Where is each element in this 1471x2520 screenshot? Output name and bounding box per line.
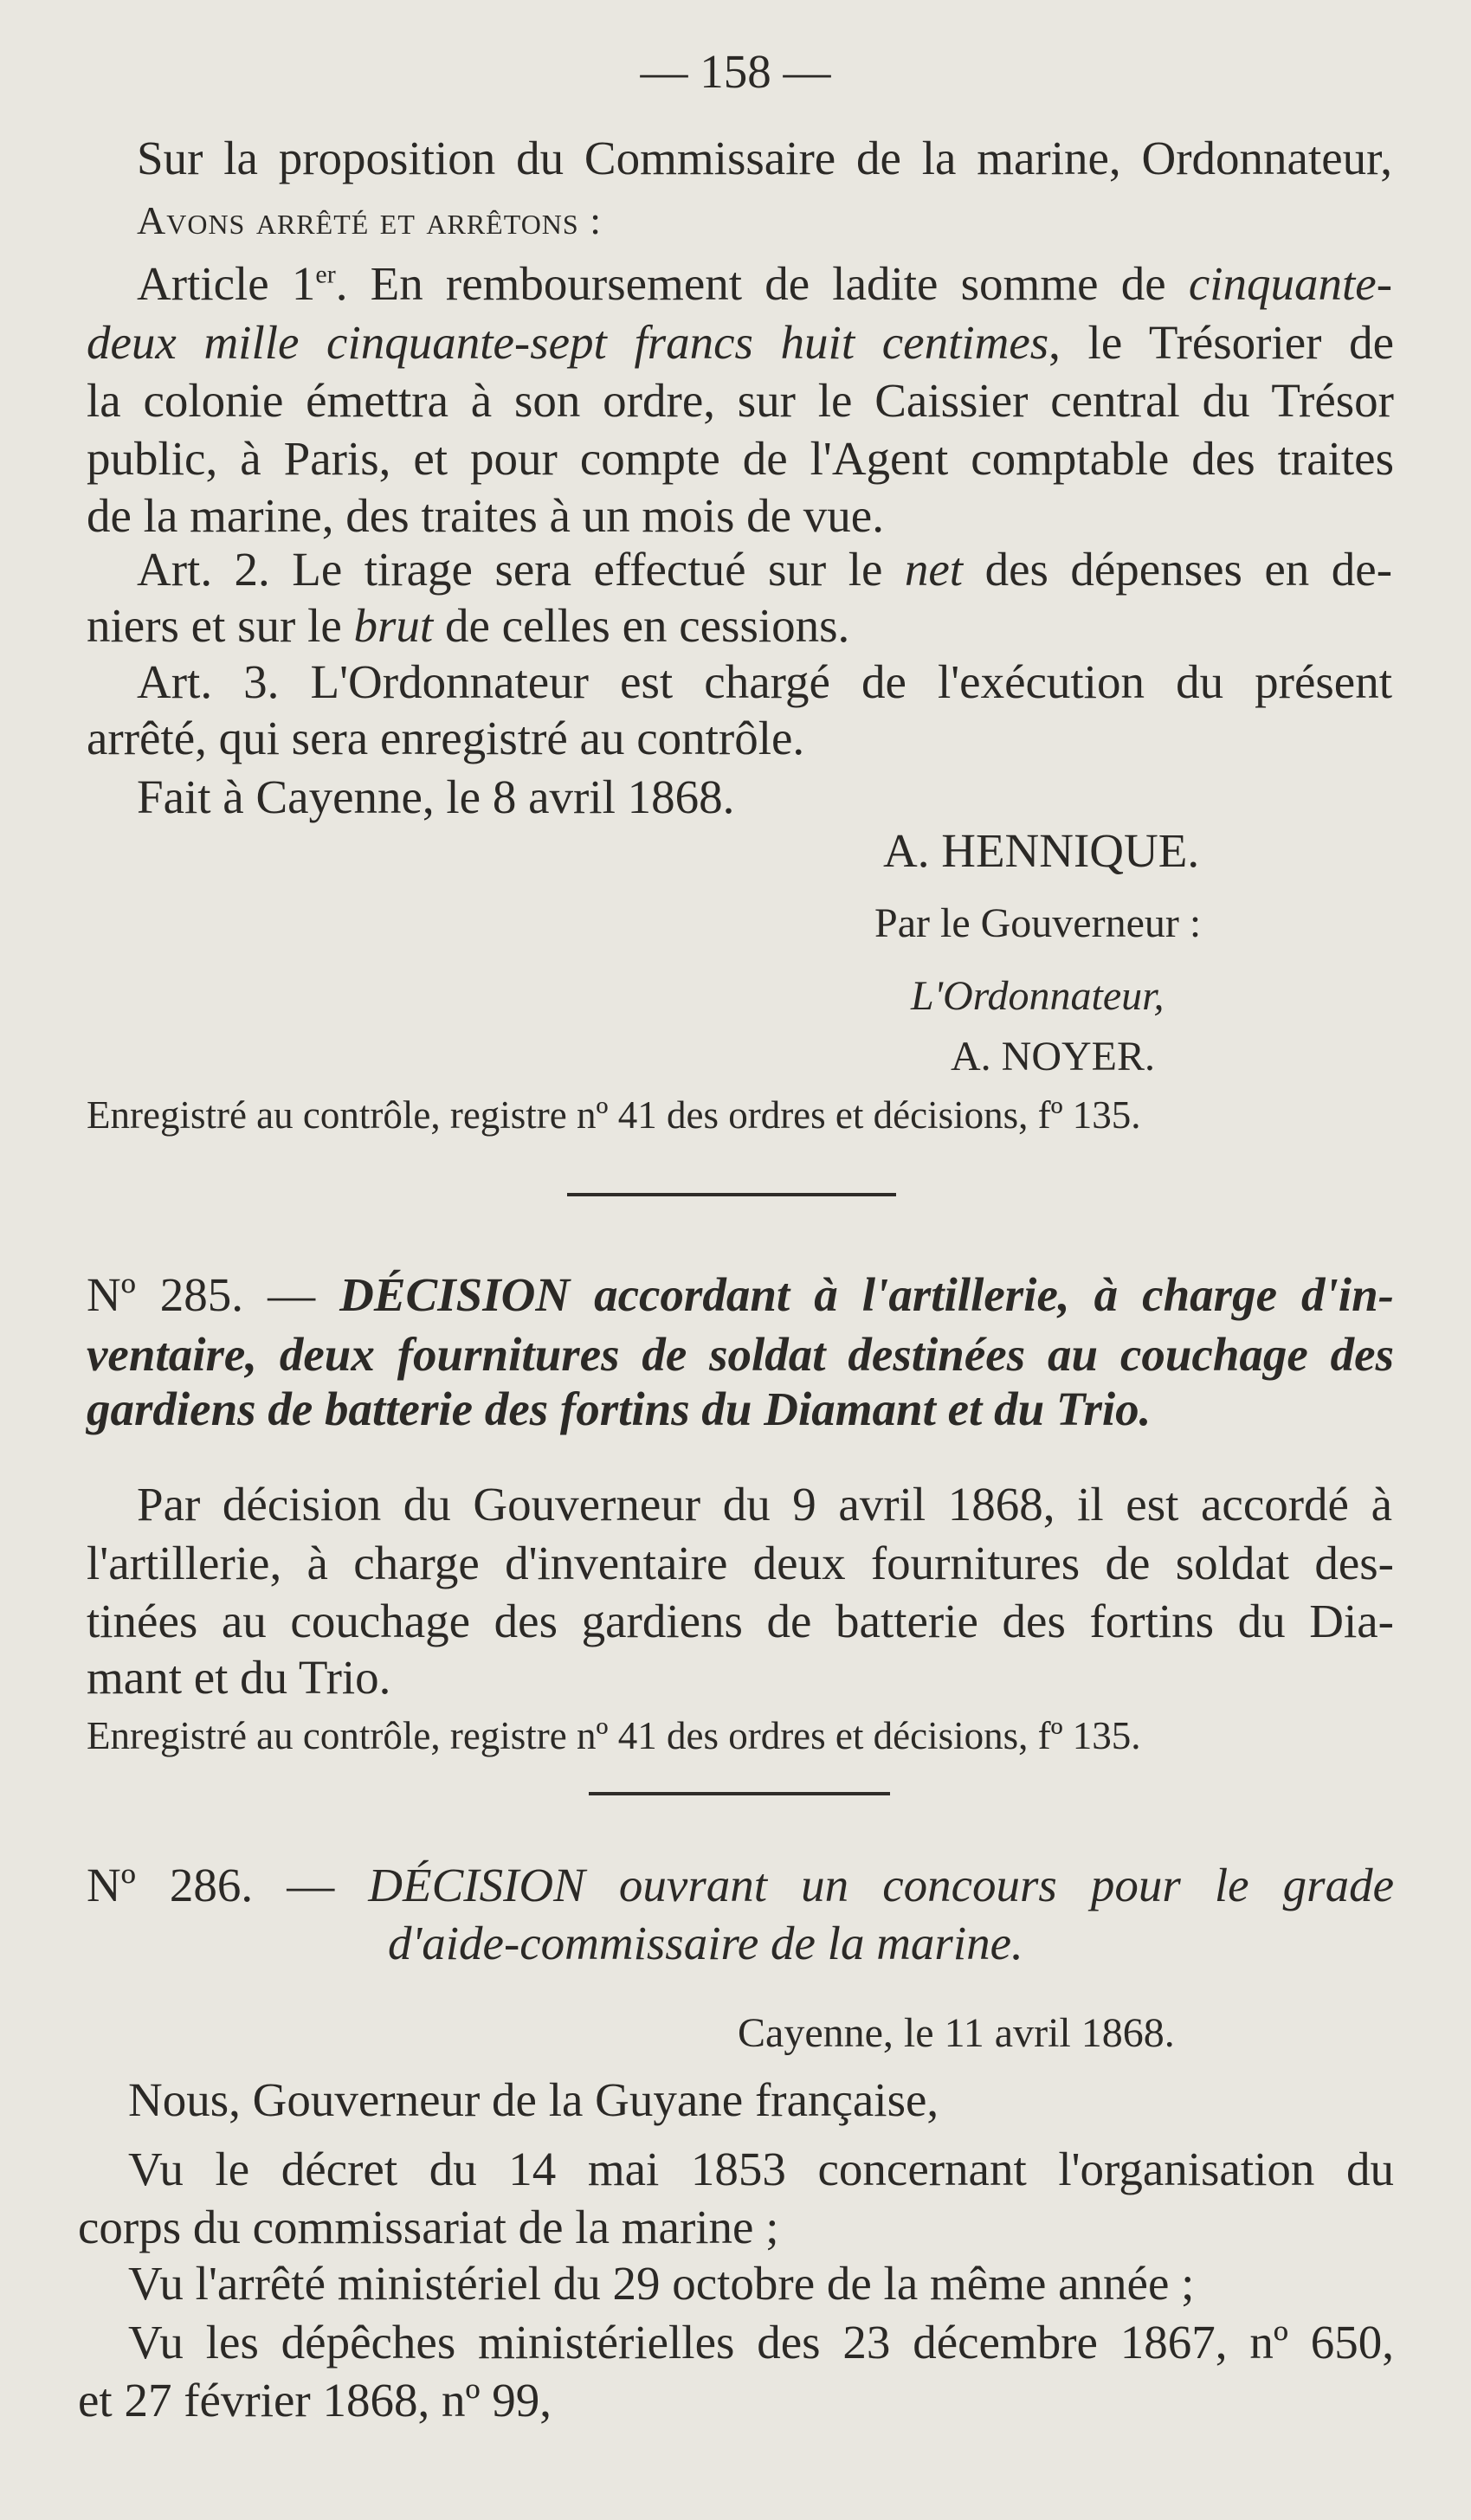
decision-285-title-2: ventaire, deux fournitures de soldat destinées au couchage des [87,1328,1394,1381]
separator-rule [567,1193,896,1196]
ordonnateur-title: L'Ordonnateur, [911,973,1165,1019]
enregistre-line: Enregistré au contrôle, registre nº 41 des ordres et décisions, fº 135. [87,1714,1141,1757]
article-2-line-2: niers et sur le brut de celles en cessions. [87,599,850,652]
text-line: Sur la proposition du Commissaire de la marine, Ordonnateur, [137,132,1392,184]
text-line-avons: Avons arrêté et arrêtons : [137,198,602,242]
article-3-line-2: arrêté, qui sera enregistré au contrôle. [87,712,805,764]
nous-line: Nous, Gouverneur de la Guyane française, [128,2073,939,2126]
enregistre-line: Enregistré au contrôle, registre nº 41 des ordres et décisions, fº 135. [87,1093,1141,1137]
page-number: — 158 — [640,45,831,98]
text-line: mant et du Trio. [87,1651,391,1704]
signature-noyer: A. NOYER. [951,1034,1155,1080]
text-line: corps du commissariat de la marine ; [78,2201,779,2253]
decision-285-title-3: gardiens de batterie des fortins du Diamant et du Trio. [87,1382,1152,1435]
fait-line: Fait à Cayenne, le 8 avril 1868. [137,770,735,823]
text-line: Par décision du Gouverneur du 9 avril 1868, il est accordé à [137,1478,1392,1531]
date-line: Cayenne, le 11 avril 1868. [738,2010,1175,2056]
text-line: Vu les dépêches ministérielles des 23 décembre 1867, nº 650, [128,2316,1394,2369]
text-line: tinées au couchage des gardiens de batterie des fortins du Dia- [87,1595,1394,1647]
text-line: de la marine, des traites à un mois de vue. [87,489,884,542]
article-1-line: Article 1er. En remboursement de ladite somme de cinquante- [137,257,1393,310]
decision-286-title-2: d'aide-commissaire de la marine. [388,1917,1023,1969]
text-line: et 27 février 1868, nº 99, [78,2374,552,2427]
article-2-line: Art. 2. Le tirage sera effectué sur le net des dépenses en de- [137,543,1393,596]
text-line: l'artillerie, à charge d'inventaire deux fournitures de soldat des- [87,1537,1394,1589]
decision-286-title: Nº 286. — DÉCISION ouvrant un concours pour le grade [87,1859,1394,1911]
par-le-gouverneur: Par le Gouverneur : [874,900,1202,946]
article-3-line: Art. 3. L'Ordonnateur est chargé de l'exécution du présent [137,655,1392,708]
article-1-line-2: deux mille cinquante-sept francs huit centimes, le Trésorier de [87,316,1395,369]
text-line: la colonie émettra à son ordre, sur le Caissier central du Trésor [87,374,1394,427]
text-line: Vu l'arrêté ministériel du 29 octobre de la même année ; [128,2257,1195,2310]
signature-hennique: A. HENNIQUE. [883,824,1200,877]
separator-rule [589,1792,890,1795]
text-line: public, à Paris, et pour compte de l'Agent comptable des traites [87,432,1394,485]
decision-285-title: Nº 285. — DÉCISION accordant à l'artillerie, à charge d'in- [87,1268,1394,1321]
text-line: Vu le décret du 14 mai 1853 concernant l'organisation du [128,2143,1394,2195]
